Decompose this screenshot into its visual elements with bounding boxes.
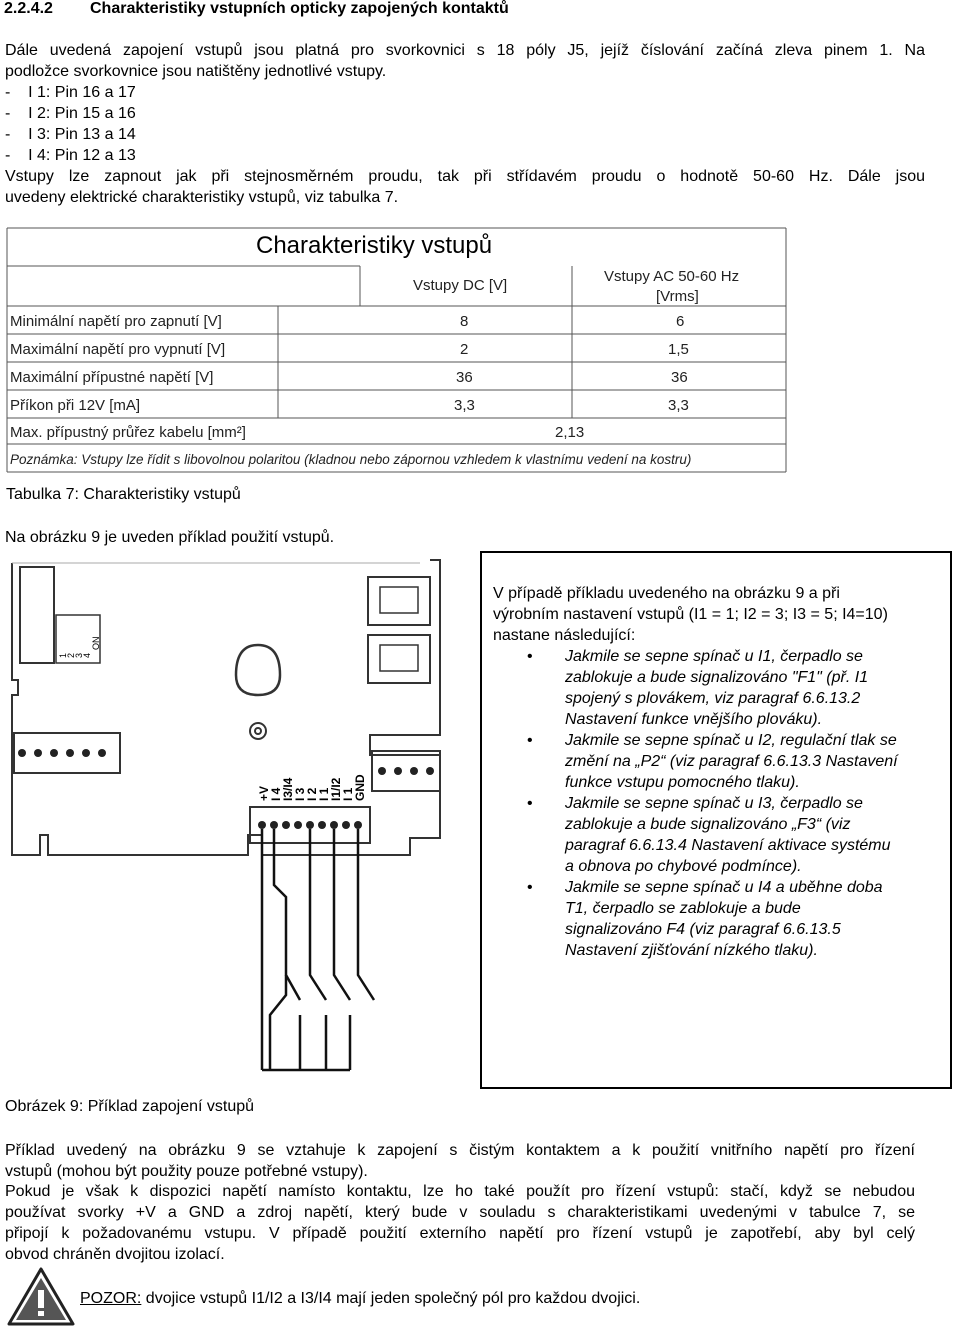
warning-label: POZOR: (80, 1290, 142, 1307)
list-item (493, 793, 945, 877)
terminal-label: I 2 (305, 787, 319, 801)
footer-line: používat svorky +V a GND a zdroj napětí, který bude v souladu s charakteristikami uvedenými v tabulce 7, se (5, 1204, 915, 1221)
section-title: Charakteristiky vstupních opticky zapojených kontaktů (90, 0, 509, 17)
dip-label: 2 (66, 652, 76, 658)
row-label: Minimální napětí pro zapnutí [V] (10, 313, 222, 330)
terminal-label: I3/I4 (281, 777, 295, 801)
pin-item: - I 1: Pin 16 a 17 (5, 84, 136, 101)
cable-label: Max. přípustný průřez kabelu [mm²] (10, 424, 246, 441)
pin-item: - I 2: Pin 15 a 16 (5, 105, 136, 122)
col-header-dc: Vstupy DC [V] (413, 277, 508, 294)
footer-paragraph-2 (5, 1181, 915, 1265)
item-line: Jakmile se sepne spínač u I3, čerpadlo se (565, 795, 863, 812)
row-dc-value: 8 (460, 313, 469, 330)
item-line: změní na „P2“ (viz paragraf 6.6.13.3 Nastavení (565, 753, 898, 770)
warning-note (80, 1290, 640, 1308)
dip-label: 1 (58, 652, 68, 658)
row-ac-value: 3,3 (668, 397, 689, 414)
warning-icon (6, 1266, 76, 1328)
warning-text: dvojice vstupů I1/I2 a I3/I4 mají jeden společný pól pro každou dvojici. (141, 1290, 641, 1307)
item-line: Jakmile se sepne spínač u I1, čerpadlo se (565, 648, 863, 665)
terminal-label: I 3 (293, 787, 307, 801)
row-dc-value: 2 (460, 341, 469, 358)
intro-line: Vstupy lze zapnout jak při stejnosměrném proudu, tak při střídavém proudu o hodnotě 50-60 Hz. Dále jsou (5, 168, 925, 185)
figure-intro-line: nastane následující: (493, 627, 636, 644)
list-item (493, 646, 945, 730)
footer-line: připojí k požadovanému vstupu. V případě použití externího napětí pro řízení vstupů je zapotřebí, aby byl celý (5, 1225, 915, 1242)
row-dc-value: 3,3 (454, 397, 475, 414)
row-label: Příkon při 12V [mA] (10, 397, 141, 414)
item-line: paragraf 6.6.13.4 Nastavení aktivace systému (565, 837, 891, 854)
table-title: Charakteristiky vstupů (256, 232, 493, 259)
figure-intro-line: výrobním nastavení vstupů (I1 = 1; I2 = 3; I3 = 5; I4=10) (493, 606, 888, 623)
dip-label: 4 (82, 652, 92, 658)
figure-description (493, 583, 945, 961)
effects-list (493, 646, 945, 961)
intro-line: Dále uvedená zapojení vstupů jsou platná pro svorkovnici s 18 póly J5, jejíž číslování začíná zleva pinem 1. Na (5, 42, 925, 59)
dip-on-label: ON (91, 636, 101, 650)
item-line: Jakmile se sepne spínač u I2, regulační tlak se (565, 732, 897, 749)
figure-intro-line: V případě příkladu uvedeného na obrázku 9 a při (493, 585, 840, 602)
intro-line: uvedeny elektrické charakteristiky vstupů, viz tabulka 7. (5, 189, 399, 206)
wiring-diagram (0, 555, 475, 1075)
row-label: Maximální napětí pro vypnutí [V] (10, 341, 226, 358)
item-line: zablokuje a bude signalizováno „F3“ (viz (565, 816, 851, 833)
footer-line: Pokud je však k dispozici napětí namísto kontaktu, lze ho také použít pro řízení vstupů: stačí, když se nebudou (5, 1183, 915, 1200)
col-header-ac: Vstupy AC 50-60 Hz (604, 268, 740, 285)
item-line: Nastavení funkce vnějšího plováku). (565, 711, 823, 728)
terminal-label: I 1 (317, 787, 331, 801)
dip-label: 3 (74, 652, 84, 658)
bullet-icon: • (527, 879, 533, 896)
row-label: Maximální přípustné napětí [V] (10, 369, 214, 386)
list-item (493, 877, 945, 961)
row-ac-value: 36 (671, 369, 688, 386)
section-number: 2.2.4.2 (4, 0, 53, 17)
item-line: spojený s plovákem, viz paragraf 6.6.13.2 (565, 690, 861, 707)
terminal-label: I1/I2 (329, 777, 343, 801)
item-line: zablokuje a bude signalizováno "F1" (př. I1 (565, 669, 869, 686)
terminal-label: I 4 (269, 787, 283, 801)
intro-line: podložce svorkovnice jsou natištěny jednotlivé vstupy. (5, 63, 387, 80)
footer-line: Příklad uvedený na obrázku 9 se vztahuje k zapojení s čistým kontaktem a k použití vnitřního napětí pro řízení (5, 1142, 915, 1159)
item-line: T1, čerpadlo se zablokuje a bude (565, 900, 801, 917)
pin-item: - I 4: Pin 12 a 13 (5, 147, 136, 164)
figure-caption: Obrázek 9: Příklad zapojení vstupů (5, 1098, 255, 1115)
row-dc-value: 36 (456, 369, 473, 386)
terminal-label: I 1 (341, 787, 355, 801)
bullet-icon: • (527, 732, 533, 749)
item-line: Nastavení zjišťování nízkého tlaku). (565, 942, 818, 959)
item-line: signalizováno F4 (viz paragraf 6.6.13.5 (565, 921, 841, 938)
footer-line: vstupů (mohou být použity pouze potřebné vstupy). (5, 1163, 368, 1180)
figure-intro: Na obrázku 9 je uveden příklad použití vstupů. (5, 529, 335, 546)
terminal-label: GND (353, 774, 367, 801)
table-caption: Tabulka 7: Charakteristiky vstupů (6, 486, 241, 503)
row-ac-value: 6 (676, 313, 685, 330)
item-line: a obnova po chybové podmínce). (565, 858, 802, 875)
footer-paragraph-1 (5, 1140, 915, 1182)
list-item (493, 730, 945, 793)
terminal-label: +V (257, 785, 271, 801)
item-line: funkce vstupu pomocného tlaku). (565, 774, 800, 791)
pin-item: - I 3: Pin 13 a 14 (5, 126, 136, 143)
cable-value: 2,13 (555, 424, 585, 441)
footer-line: obvod chráněn dvojitou izolací. (5, 1246, 225, 1263)
bullet-icon: • (527, 795, 533, 812)
col-header-ac-unit: [Vrms] (656, 288, 699, 305)
bullet-icon: • (527, 648, 533, 665)
row-ac-value: 1,5 (668, 341, 689, 358)
table-note: Poznámka: Vstupy lze řídit s libovolnou polaritou (kladnou nebo zápornou vzhledem k vlastnímu vedení na kostru) (10, 452, 692, 467)
item-line: Jakmile se sepne spínač u I4 a uběhne doba (565, 879, 883, 896)
